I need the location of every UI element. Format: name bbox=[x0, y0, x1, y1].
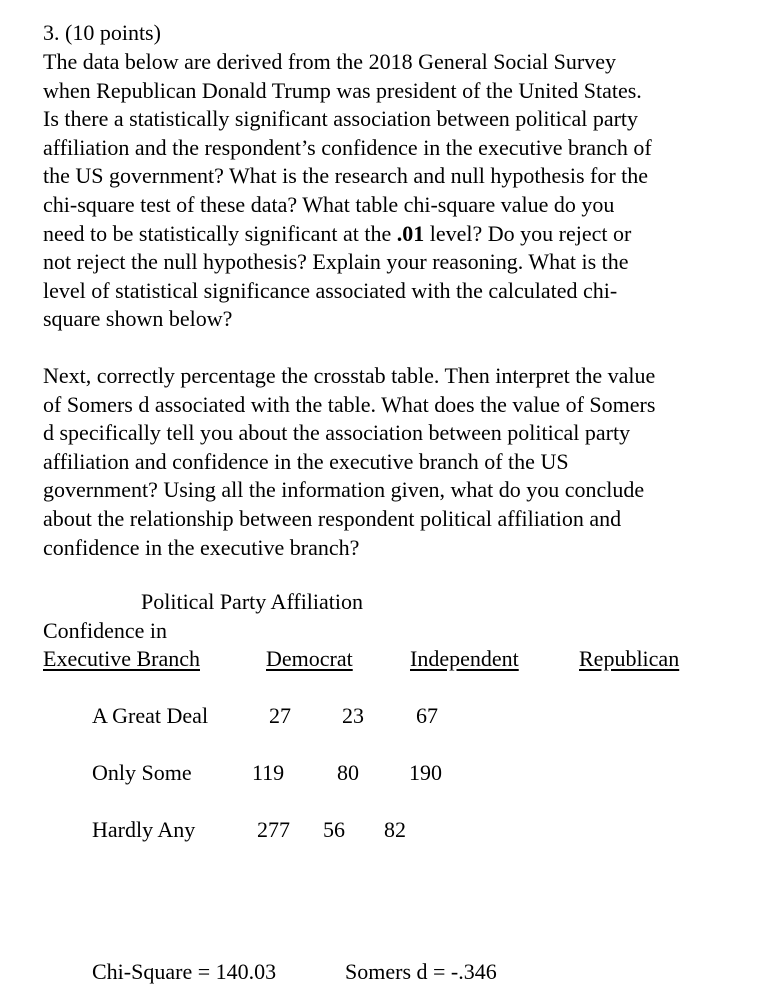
table-cell: 27 bbox=[269, 703, 291, 728]
table-cell: 190 bbox=[409, 760, 442, 785]
question-paragraph-1 bbox=[43, 48, 733, 334]
paragraph-1-line: when Republican Donald Trump was president of the United States. bbox=[43, 77, 642, 103]
column-header-independent: Independent bbox=[410, 646, 519, 671]
column-group-label: Political Party Affiliation bbox=[141, 589, 364, 614]
row-label-hardly-any: Hardly Any bbox=[92, 817, 196, 842]
paragraph-2-line: of Somers d associated with the table. What does the value of Somers bbox=[43, 391, 656, 417]
row-label-great-deal: A Great Deal bbox=[92, 703, 209, 728]
paragraph-1-line: the US government? What is the research and null hypothesis for the bbox=[43, 163, 649, 189]
row-header-line-1: Confidence in bbox=[43, 618, 168, 643]
column-header-democrat: Democrat bbox=[266, 646, 353, 671]
table-cell: 82 bbox=[384, 817, 406, 842]
somers-d-value: Somers d = -.346 bbox=[345, 959, 497, 984]
table-cell: 23 bbox=[342, 703, 364, 728]
table-cell: 119 bbox=[252, 760, 285, 785]
paragraph-1-line: Is there a statistically significant association between political party bbox=[43, 106, 639, 132]
significance-level-value: .01 bbox=[396, 220, 425, 246]
question-paragraph-2 bbox=[43, 362, 733, 562]
paragraph-1-line: not reject the null hypothesis? Explain your reasoning. What is the bbox=[43, 249, 629, 275]
paragraph-2-line: d specifically tell you about the association between political party bbox=[43, 420, 631, 446]
table-cell: 277 bbox=[257, 817, 290, 842]
paragraph-1-line: chi-square test of these data? What table chi-square value do you bbox=[43, 191, 615, 217]
table-cell: 56 bbox=[323, 817, 345, 842]
paragraph-2-line: confidence in the executive branch? bbox=[43, 534, 360, 560]
table-cell: 67 bbox=[416, 703, 438, 728]
table-cell: 80 bbox=[337, 760, 359, 785]
row-label-only-some: Only Some bbox=[92, 760, 192, 785]
column-header-republican: Republican bbox=[579, 646, 680, 671]
chi-square-value: Chi-Square = 140.03 bbox=[92, 959, 277, 984]
paragraph-2-line: about the relationship between respondent political affiliation and bbox=[43, 505, 622, 531]
paragraph-1-line bbox=[43, 220, 733, 249]
paragraph-2-line: affiliation and confidence in the executive branch of the US bbox=[43, 448, 569, 474]
significance-level-prefix: need to be statistically significant at the bbox=[43, 220, 397, 246]
paragraph-1-line: level of statistical significance associated with the calculated chi- bbox=[43, 277, 618, 303]
significance-level-suffix: level? Do you reject or bbox=[424, 220, 632, 246]
paragraph-1-line: affiliation and the respondent’s confidence in the executive branch of bbox=[43, 134, 652, 160]
paragraph-1-line: The data below are derived from the 2018 General Social Survey bbox=[43, 49, 617, 74]
question-heading: 3. (10 points) bbox=[43, 20, 161, 45]
paragraph-1-line: square shown below? bbox=[43, 306, 233, 332]
row-header-line-2: Executive Branch bbox=[43, 646, 200, 671]
paragraph-2-line: Next, correctly percentage the crosstab table. Then interpret the value bbox=[43, 363, 656, 388]
paragraph-2-line: government? Using all the information given, what do you conclude bbox=[43, 477, 645, 503]
